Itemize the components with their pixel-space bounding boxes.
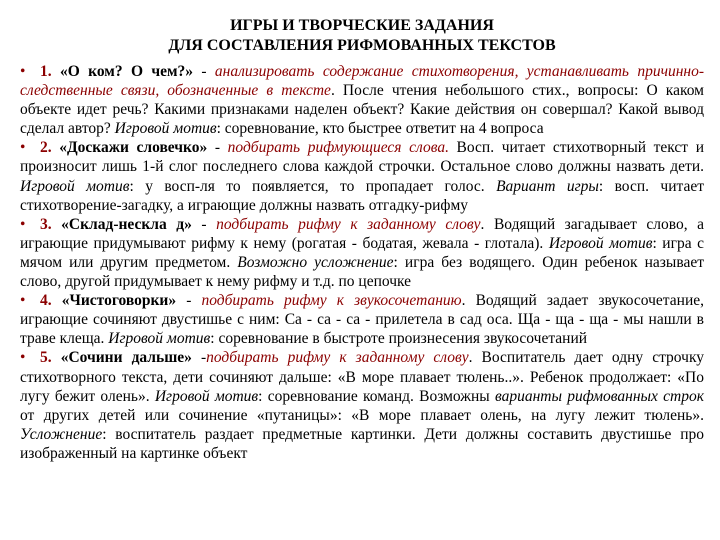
game-purpose: подбирать рифмующиеся слова. xyxy=(227,139,449,157)
list-item-4 xyxy=(20,291,704,348)
item-text: : соревнование команд. Возможны xyxy=(258,387,495,405)
label-game-motive: Игровой мотив xyxy=(548,234,653,252)
bullet-icon: • xyxy=(20,215,26,233)
item-text: : игра с мячом или другим предметом. xyxy=(20,234,704,271)
label-game-variant: Вариант игры xyxy=(496,177,599,195)
dash: - xyxy=(193,63,215,80)
page-title xyxy=(20,16,704,56)
item-text: : игра без водящего. Один ребенок называет слово, другой придумывает к нему рифму и т.д. по цепочке xyxy=(20,253,704,291)
game-name: «Чистоговорки» xyxy=(61,292,177,310)
item-number: 5. xyxy=(40,349,52,367)
bullet-icon: • xyxy=(20,139,26,157)
list-item-1 xyxy=(20,62,704,138)
dash: - xyxy=(176,292,202,310)
list-item-2 xyxy=(20,138,704,214)
label-game-motive: Игровой мотив xyxy=(108,330,211,348)
label-game-motive: Игровой мотив xyxy=(20,177,130,195)
item-number: 2. xyxy=(40,139,52,157)
item-text: : у восп-ля то появляется, то пропадает голос. xyxy=(129,177,497,195)
item-text: : восп. читает стихотворение-загадку, а играющие должны назвать отгадку-рифму xyxy=(20,177,704,214)
title-line-2: ДЛЯ СОСТАВЛЕНИЯ РИФМОВАННЫХ ТЕКСТОВ xyxy=(168,37,556,54)
item-text: : соревнование, кто быстрее ответит на 4 вопроса xyxy=(216,120,544,138)
item-text: : соревнование в быстроте произнесения звукосочетаний xyxy=(210,330,588,348)
game-name: «Склад-нескла д» xyxy=(61,215,192,233)
item-number: 3. xyxy=(40,215,52,233)
list-item-5 xyxy=(20,348,704,463)
game-purpose: анализировать содержание стихотворения, устанавливать причинно-следственные связи, обозначенные в тексте xyxy=(20,63,704,100)
bullet-icon: • xyxy=(20,349,26,367)
bullet-icon: • xyxy=(20,292,26,310)
item-text: . Водящий задает звукосочетание, играющие сочиняют двустишье с ним: Са - са - са - прилетела в сад оса. Ща - ща - ща - мы нашли в траве клеща. xyxy=(20,292,704,348)
game-purpose: подбирать рифму к заданному слову xyxy=(206,349,469,367)
label-complication: Возможно усложнение xyxy=(237,253,394,271)
game-purpose: подбирать рифму к заданному слову xyxy=(216,215,481,233)
list-item-3 xyxy=(20,215,704,291)
label-complication: Усложнение xyxy=(20,425,103,443)
bullet-icon: • xyxy=(20,63,26,80)
item-text: от других детей или сочинение «путаницы»: «В море плавает олень, на лугу лежит тюлень». xyxy=(20,406,704,424)
title-line-1: ИГРЫ И ТВОРЧЕСКИЕ ЗАДАНИЯ xyxy=(230,17,494,34)
dash: - xyxy=(191,349,207,367)
game-purpose: подбирать рифму к звукосочетанию xyxy=(201,292,462,310)
item-text: . Воспитатель дает одну строчку стихотворного текста, дети сочиняют дальше: «В море плавает тюлень..». Ребенок продолжает: «По лугу бежит олень». xyxy=(20,349,704,405)
item-text: . Водящий загадывает слово, а играющие придумывают рифму к нему (рогатая - бодатая, жевала - глотала). xyxy=(20,215,705,252)
label-game-motive: Игровой мотив xyxy=(114,120,217,138)
item-number: 1. xyxy=(40,63,52,80)
game-name: «Доскажи словечко» xyxy=(59,139,208,157)
game-name: «О ком? О чем?» xyxy=(59,63,194,80)
label-variants: варианты рифмованных строк xyxy=(494,387,704,405)
dash: - xyxy=(191,215,217,233)
game-list xyxy=(20,62,704,463)
item-text: : воспитатель раздает предметные картинки. Дети должны составить двустишье про изображенный на картинке объект xyxy=(20,425,704,462)
game-name: «Сочини дальше» xyxy=(60,349,192,367)
item-text: Восп. читает стихотворный текст и произносит лишь 1-й слог последнего слова каждой строчки. Остальное слово должны назвать дети. xyxy=(20,139,704,176)
item-text: . После чтения небольшого стих., вопросы: О каком объекте идет речь? Какими признаками наделен объект? Какие действия он совершал? Какой вывод сделал автор? xyxy=(20,82,704,138)
dash: - xyxy=(207,139,228,157)
label-game-motive: Игровой мотив xyxy=(154,387,259,405)
item-number: 4. xyxy=(40,292,52,310)
